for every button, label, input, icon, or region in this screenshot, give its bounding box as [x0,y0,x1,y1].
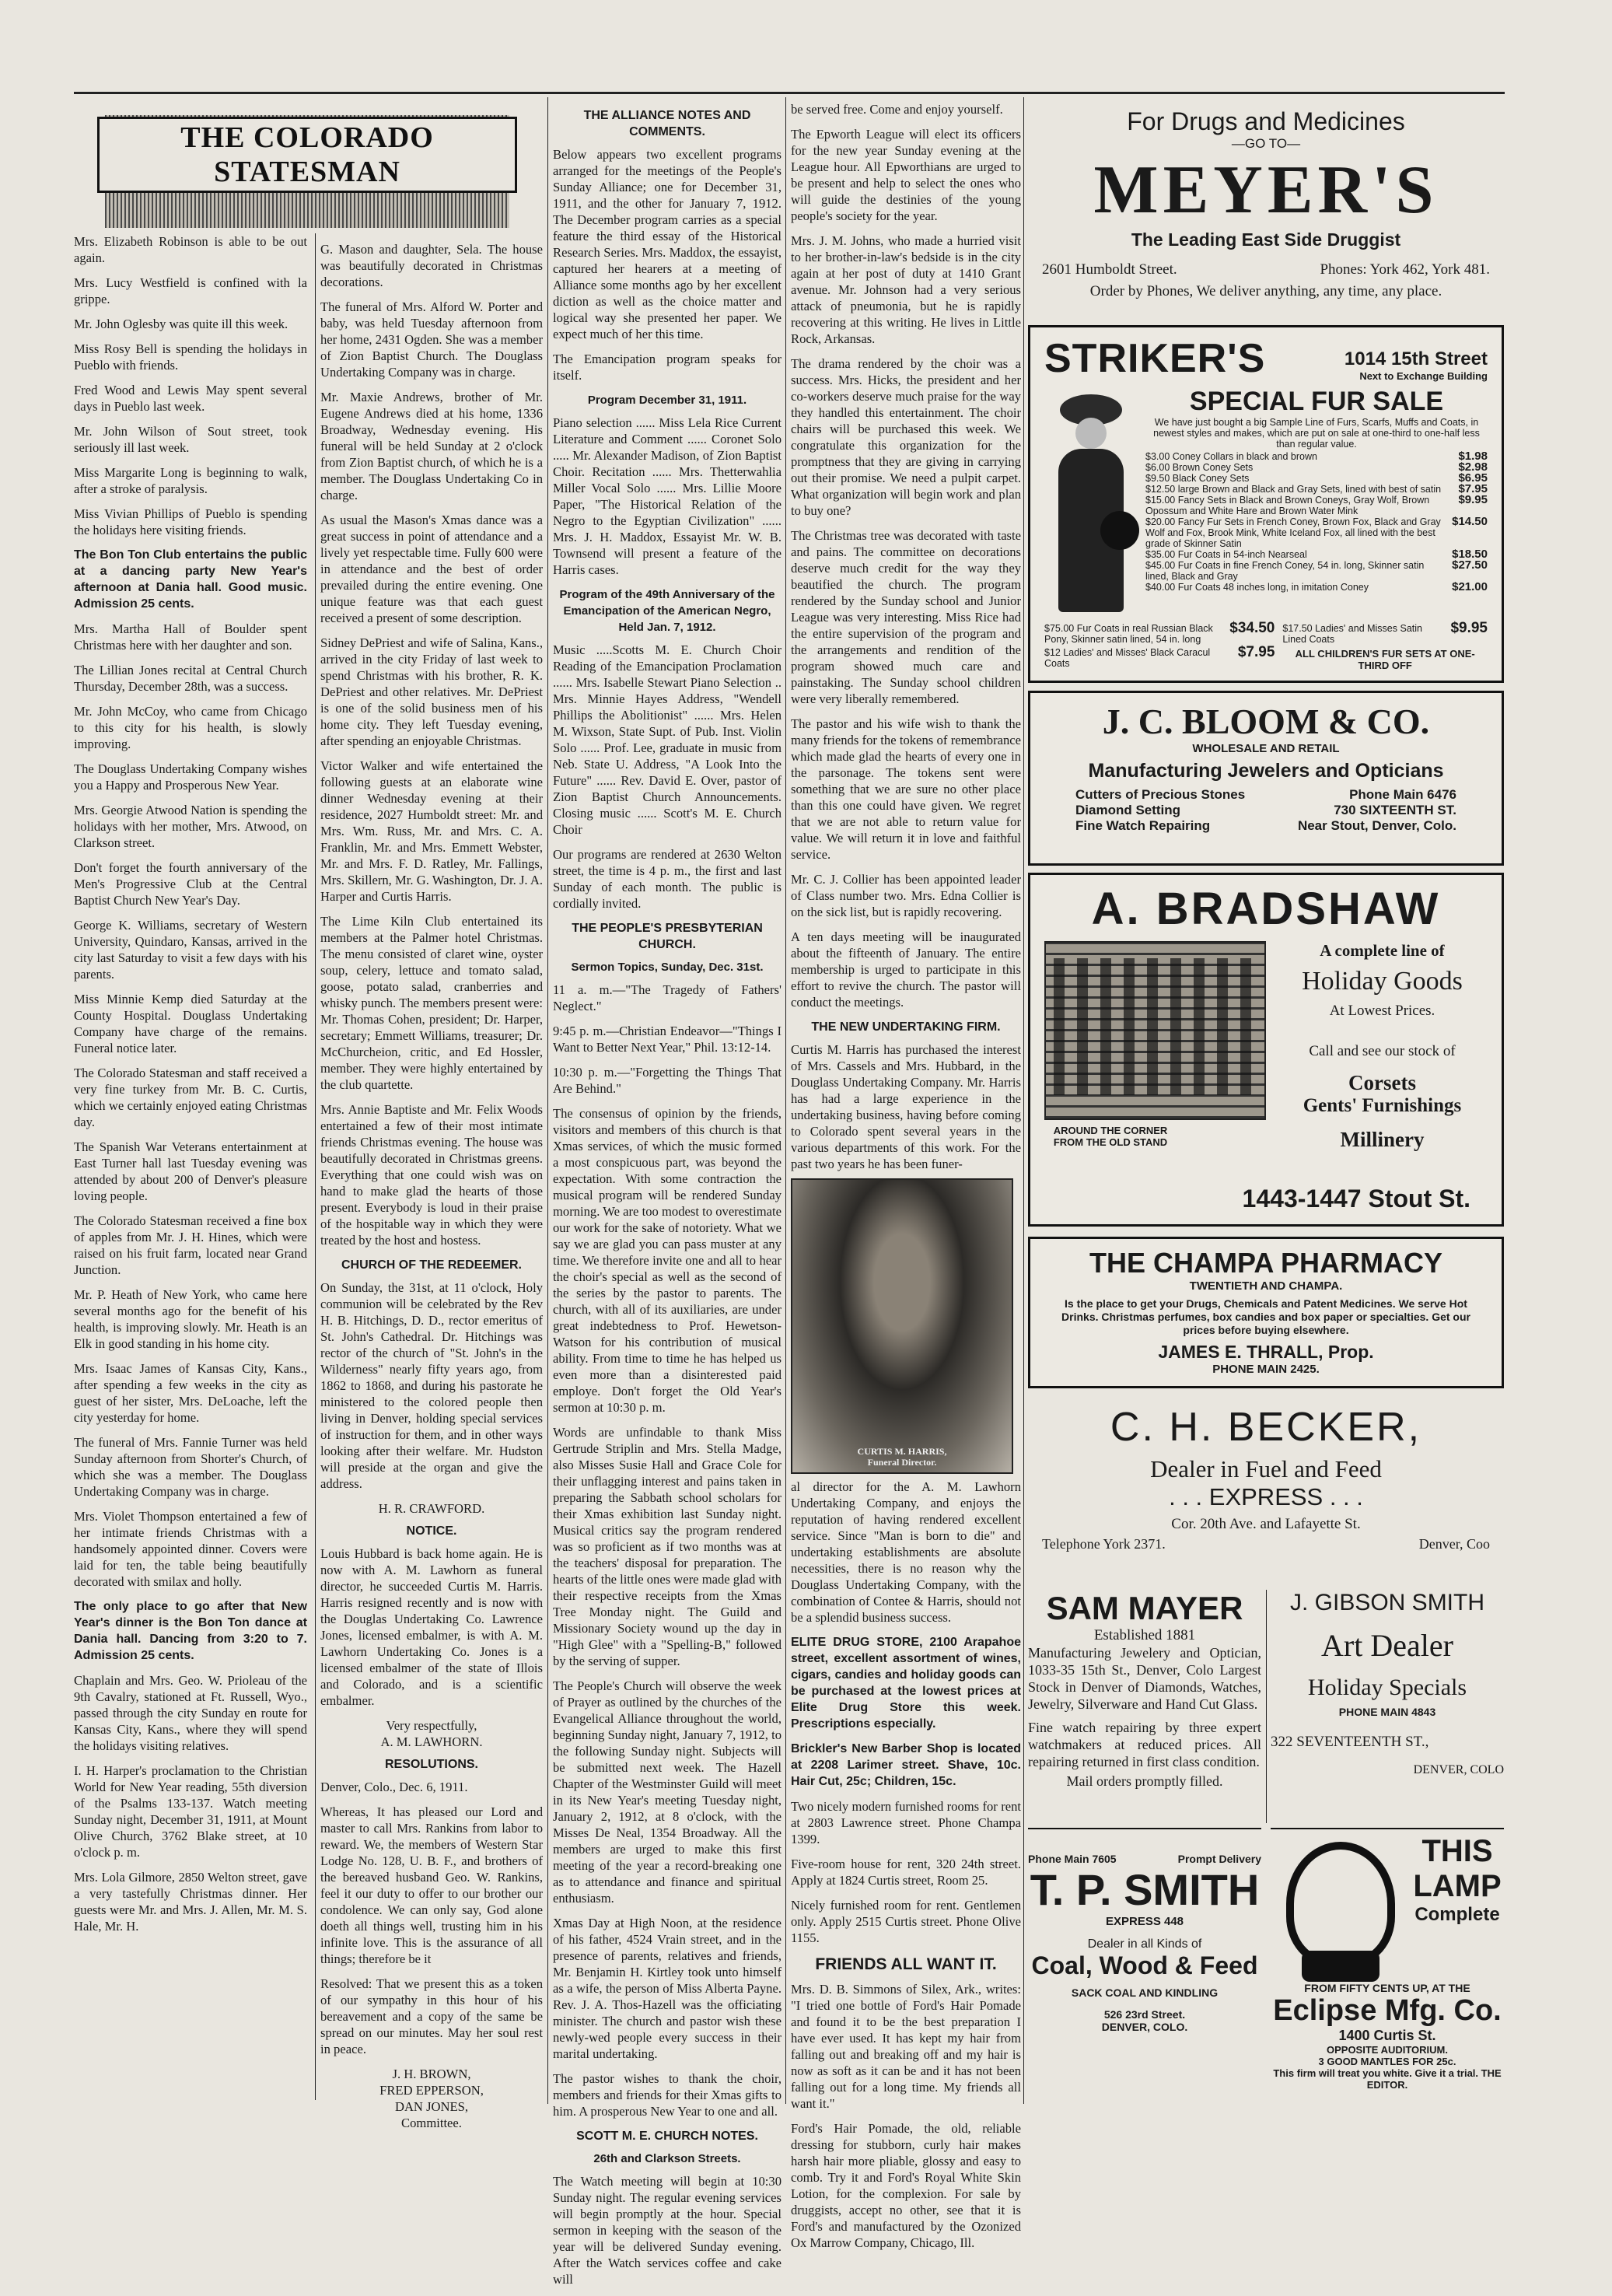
meyers-goto: —GO TO— [1231,136,1301,151]
bloom-left-3: Fine Watch Repairing [1075,818,1211,833]
bloom-right-3: Near Stout, Denver, Colo. [1297,818,1456,833]
fur-row-text: $3.00 Coney Collars in black and brown [1145,451,1317,462]
redeemer-text: On Sunday, the 31st, at 11 o'clock, Holy communion will be celebrated by the Rev H. B. Hitchings, D. D., rector emeritus of St. John's Cathedral. Dr. Hitchings was rector of the church of "St. John's in the Wilderness" nearly fifty years ago, from 1862 to 1868, and during his pastorate he ministered to the colored people then living in Denver, holding special services of instruction for them, and in other ways looking after their welfare. Mr. Hudston will preside at the organ and give the address. [320,1280,543,1491]
news-item: Mrs. Martha Hall of Boulder spent Christmas here with her daughter and son. [74,621,307,653]
scott-subheading: 26th and Clarkson Streets. [593,2152,741,2165]
top-rule [74,92,1505,94]
sam-mayer-ad [1028,1590,1261,1823]
redeemer-heading: CHURCH OF THE REDEEMER. [341,1258,522,1272]
column-rule [785,97,786,2104]
bloom-name: J. C. BLOOM & CO. [1102,702,1430,741]
bradshaw-call: Call and see our stock of [1309,1043,1456,1059]
fur-row-text: $15.00 Fancy Sets in Black and Brown Coneys, Gray Wolf, Brown Opossum and White Hare and Brown Water Mink [1145,495,1430,516]
fur-row-text: $9.50 Black Coney Sets [1145,473,1250,484]
column-4 [791,101,1021,2259]
becker-express: . . . EXPRESS . . . [1169,1483,1363,1510]
committee-signature: J. H. BROWN, [392,2067,471,2081]
tpsmith-city: DENVER, COLO. [1101,2021,1188,2033]
becker-address: Cor. 20th Ave. and Lafayette St. [1171,1516,1361,1532]
news-item: George K. Williams, secretary of Western University, Quindaro, Kansas, arrived in the city last Saturday to visit a few days with his parents. [74,918,307,982]
news-item: The Spanish War Veterans entertainment at East Turner hall last Tuesday evening was attended by about 200 of Denver's pleasure loving people. [74,1139,307,1203]
strikers-ad [1028,325,1504,683]
news-item: A ten days meeting will be inaugurated about the fifteenth of January. The entire membership is urged to participate in this effort to revive the church. The pastor will conduct the meetings. [791,929,1021,1010]
gibson-smith-ad [1271,1590,1504,1823]
news-item: The only place to go after that New Year's dinner is the Bon Ton dance at Dania hall. Dancing from 3:20 to 7. Admission 25 cents. [74,1600,307,1662]
strikers-children: ALL CHILDREN'S FUR SETS AT ONE-THIRD OFF [1295,648,1475,671]
undertaking-text-continued: al director for the A. M. Lawhorn Undertaking Company, and enjoys the reputation of having rendered excellent service. Since "Man is born to die" and undertaking establishments are absolute necessities, there is no reason why the Douglass Undertaking Company, with the combination of Contee & Harris, should not be a splendid business success. [791,1479,1021,1625]
becker-ad [1028,1396,1504,1581]
news-item: Mr. Maxie Andrews, brother of Mr. Eugene Andrews died at his home, 1336 Broadway, Wednesday evening. His funeral will be held Sunday at 2 o'clock from Zion Baptist church, of which he is a member. The Douglass Undertaking Co in charge. [320,390,543,502]
tpsmith-name: T. P. SMITH [1030,1865,1260,1914]
testimonial-paragraph: Mrs. D. B. Simmons of Silex, Ark., writes: "I tried one bottle of Ford's Hair Pomade and found it to be the best preparation I have ever used. It has kept my hair from falling out and breaking off and my hair is now as soft as it can be and it has not been falling out for a long time. My friends all want it." [791,1982,1021,2111]
tp-smith-ad [1028,1828,1261,2092]
news-item: be served free. Come and enjoy yourself. [791,102,1003,117]
program1-text: Piano selection ...... Miss Lela Rice Current Literature and Comment ...... Coronet Solo ..... Mr. Alexander Madison, of Zion Baptist Choir. Recitation ...... Mrs. Thetterwahlia Miller Vocal Solo ...... Mrs. Lillie Moore Paper, "The Historical Relation of the Negro to the Egyptian Civilization" ...... Mrs. J. H. Maddox, Essayist Mr. W. B. Townsend will present a feature of the Harris cases. [553,415,782,577]
champa-phone: PHONE MAIN 2425. [1212,1363,1320,1376]
news-item: Fred Wood and Lewis May spent several days in Pueblo last week. [74,383,307,414]
column-3 [553,101,782,2296]
strikers-next: Next to Exchange Building [1359,370,1488,382]
photo-caption-title: Funeral Director. [867,1457,937,1468]
bloom-sub: WHOLESALE AND RETAIL [1192,742,1340,755]
champa-text: Is the place to get your Drugs, Chemicals and Patent Medicines. We serve Hot Drinks. Christmas perfumes, box candies and box paper or specialties. Get our prices before buying elsewhere. [1061,1297,1470,1336]
news-item: Victor Walker and wife entertained the following guests at an elaborate wine dinner Wednesday evening at their residence, 2027 Humboldt street: Mr. and Mrs. Wm. Russ, Mr. and Mrs. C. A. Franklin, Mr. and Mrs. Emmett Webster, Mr. and Mrs. F. D. Ratley, Mr. Fallings, Mrs. Skillern, Mr. G. Washington, Dr. J. A. Harper and Curtis Harris. [320,758,543,904]
tpsmith-phone: Phone Main 7605 [1028,1853,1117,1865]
tpsmith-prompt: Prompt Delivery [1177,1853,1261,1865]
scott-text: The Watch meeting will begin at 10:30 Sunday night. The regular evening services will begin promptly at the hour. Special sermon in keeping with the season of the year will be delivered Sunday evening. After the Watch services coffee and cake will [553,2174,782,2287]
undertaking-heading: THE NEW UNDERTAKING FIRM. [811,1020,1001,1034]
masthead [74,100,540,228]
strikers-sale: SPECIAL FUR SALE [1189,387,1444,416]
champa-sub: TWENTIETH AND CHAMPA. [1189,1279,1343,1293]
store-building-illustration [1044,941,1266,1120]
fur-row-price: $2.98 [1458,460,1488,474]
news-item: Mr. John Oglesby was quite ill this week. [74,317,288,331]
news-item: The funeral of Mrs. Fannie Turner was held Sunday afternoon from Shorter's Church, of which she was a member. The Douglass Undertaking Company was in charge. [74,1435,307,1499]
fur-row-price: $27.50 [1452,558,1488,572]
tpsmith-dealer: Dealer in all Kinds of [1087,1937,1202,1951]
tpsmith-express: EXPRESS 448 [1105,1915,1184,1928]
bradshaw-around: AROUND THE CORNER FROM THE OLD STAND [1053,1125,1168,1148]
fur-row-text: $40.00 Fur Coats 48 inches long, in imitation Coney [1145,582,1369,593]
news-item: G. Mason and daughter, Sela. The house was beautifully decorated in Christmas decorations. [320,242,543,289]
news-item: Mrs. Georgie Atwood Nation is spending the holidays with her mother, Mrs. Atwood, on Clarkson street. [74,803,307,850]
presbyterian-heading: THE PEOPLE'S PRESBYTERIAN CHURCH. [572,922,763,951]
fur-row-price: $7.95 [1458,482,1488,495]
news-item: Mr. John Wilson of Sout street, took seriously ill last week. [74,424,307,455]
bradshaw-holiday: Holiday Goods [1302,967,1463,996]
champa-prop: JAMES E. THRALL, Prop. [1158,1342,1374,1362]
eclipse-mantles: 3 GOOD MANTLES FOR 25c. [1318,2056,1456,2067]
notice-signature-name: A. M. LAWHORN. [380,1734,483,1749]
fur-row-text: $20.00 Fancy Fur Sets in French Coney, Brown Fox, Black and Gray Wolf and Fox, Brook Mink, White Iceland Fox, all lined with the best grade of Skinner Satin [1145,516,1441,549]
presbyterian-paragraph: The People's Church will observe the week of Prayer as outlined by the churches of the Evangelical Alliance throughout the world, beginning Sunday night, January 7, 1912, to the following Sunday night. Subjects will be submitted next week. The Hazell Chapter of the Westminster Guild will meet in its New Year's meeting Tuesday night, January 2, 1912, at 8 o'clock, with the Misses De Neal, 1354 Broadway. All the members are urged to make this first meeting of the year a record-breaking one as to attendance and finance and spiritual enthusiasm. [553,1678,782,1906]
committee-signature: DAN JONES, [394,2099,469,2114]
bloom-left-2: Diamond Setting [1075,803,1181,817]
fur-row-text: $12.50 large Brown and Black and Gray Sets, lined with best of satin [1145,484,1442,495]
news-item: The Douglass Undertaking Company wishes you a Happy and Prosperous New Year. [74,761,307,793]
eclipse-this: THIS [1421,1834,1493,1868]
mayer-text3: Mail orders promptly filled. [1066,1773,1223,1789]
eclipse-address: 1400 Curtis St. [1338,2028,1436,2043]
column-rule [315,233,316,2100]
news-item: Miss Margarite Long is beginning to walk, after a stroke of paralysis. [74,465,307,496]
fur-row-price: $7.95 [1237,644,1275,660]
gibson-phone: PHONE MAIN 4843 [1338,1706,1436,1718]
news-item: Mrs. Lola Gilmore, 2850 Welton street, gave a very tastefully Christmas dinner. Her guests were Mr. and Mrs. J. Allen, Mr. M. S. Hale, Mr. H. [74,1870,307,1934]
eclipse-lamp: LAMP [1413,1869,1502,1903]
ad-divider [1266,1590,1267,1823]
classified-ad: Five-room house for rent, 320 24th street. Apply at 1824 Curtis street, Room 25. [791,1857,1021,1888]
presbyterian-paragraph: Xmas Day at High Noon, at the residence of his father, 4524 Vrain street, and in the presence of parents, relatives and friends, Mr. Benjamin H. Kirtley took unto himself as a wife, the person of Miss Alberta Payne. Rev. J. A. Thos-Hazell was the officiating minister. The church and pastor wish these newly-wed people every success in their marital undertaking. [553,1916,782,2061]
fur-row-text: $35.00 Fur Coats in 54-inch Nearseal [1145,549,1307,560]
strikers-name: STRIKER'S [1044,336,1266,381]
news-item: As usual the Mason's Xmas dance was a great success in point of attendance and a lively yet respectable time. Fully 600 were in attendance and the best of order prevailed during the entire evening. One unique feature was that each guest received a present of some description. [320,513,543,625]
gibson-name: J. GIBSON SMITH [1289,1590,1485,1615]
program1-heading: Program December 31, 1911. [587,394,747,407]
resolution-paragraph: Denver, Colo., Dec. 6, 1911. [320,1780,468,1794]
bloom-ad [1028,691,1504,866]
notice-text: Louis Hubbard is back home again. He is now with A. M. Lawhorn as funeral director, he succeeded Curtis M. Harris. Harris resigned recently and is now with the Douglas Undertaking Co. Lawrence Jones, licensed embalmer, is with A. M. Lawhorn Undertaking Co. Jones is a licensed embalmer of the state of Illois and Colorado, and is a scientific embalmer. [320,1546,543,1708]
news-item: Mrs. Lucy Westfield is confined with la grippe. [74,275,307,306]
becker-telephone: Telephone York 2371. [1042,1536,1166,1552]
bradshaw-complete: A complete line of [1320,941,1445,960]
lamp-illustration [1271,1834,1411,1982]
column-rule [547,97,548,2104]
program2-heading: Program of the 49th Anniversary of the Emancipation of the American Negro, Held Jan. 7, 1912. [559,588,775,634]
meyers-phones: Phones: York 462, York 481. [1320,261,1490,278]
resolution-paragraph: Whereas, It has pleased our Lord and master to call Mrs. Rankins from labor to reward. We, the members of Western Star Lodge No. 128, U. B. F., and brothers of the bereaved husband Geo. W. Rankins, feel it our duty to offer to our brother our condolence. We can only say, God alone doeth all things well, trusting him in his infinite love. This is the assurance of all things; therefore be it [320,1804,543,1966]
alliance-paragraph: Below appears two excellent programs arranged for the meetings of the People's Sunday Alliance; one for December 31, 1911, and the other for January 7, 1912. The December program carries as a special feature the third essay of the Historical Research Series. Mrs. Maddox, the essayist, captured her hearers at a meeting of Alliance some months ago by her excellent diction as well as the choice matter and logical way she presented her paper. We expect much of her this time. [553,147,782,341]
alliance-close: Our programs are rendered at 2630 Welton street, the time is 4 p. m., the first and last Sunday of each month. The public is cordially invited. [553,847,782,911]
bradshaw-address: 1443-1447 Stout St. [1242,1185,1470,1213]
fur-row-text: $6.00 Brown Coney Sets [1145,462,1254,473]
fur-row-price: $14.50 [1452,515,1488,528]
mayer-text2: Fine watch repairing by three expert watchmakers at reduced prices. All repairing returned in first class condition. [1028,1720,1261,1769]
meyers-ad [1028,100,1504,317]
fur-row-price: $21.00 [1452,580,1488,593]
meyers-top: For Drugs and Medicines [1127,107,1405,135]
masthead-title: THE COLORADO STATESMAN [97,117,517,193]
news-item: The Bon Ton Club entertains the public at a dancing party New Year's afternoon at Dania hall. Good music. Admission 25 cents. [74,548,307,611]
news-item: Mr. P. Heath of New York, who came here several months ago for the benefit of his health, is improving slowly. Mr. Heath is an Elk in good standing in his home city. [74,1287,307,1351]
bradshaw-millinery: Millinery [1340,1128,1425,1151]
gibson-art: Art Dealer [1321,1628,1453,1663]
champa-name: THE CHAMPA PHARMACY [1089,1247,1442,1279]
strikers-intro: We have just bought a big Sample Line of Furs, Scarfs, Muffs and Coats, in newest styles and makes, which are put on sale at one-third to one-half less than regular value. [1153,417,1480,450]
notice-signature: Very respectfully, [386,1718,477,1733]
meyers-order: Order by Phones, We deliver anything, any time, any place. [1089,283,1442,299]
news-item: Miss Rosy Bell is spending the holidays in Pueblo with friends. [74,341,307,373]
news-item: The drama rendered by the choir was a success. Mrs. Hicks, the president and her co-workers deserve much praise for the way they handled this entertainment. The choir chairs will be purchased this week. We congratulate this organization for the promptness that they are giving in carrying out their promise. We need a pulpit carpet. What organization will begin work and plan to buy one? [791,356,1021,518]
gibson-holiday: Holiday Specials [1307,1675,1467,1700]
bradshaw-gents: Gents' Furnishings [1303,1095,1462,1116]
news-item: Sidney DePriest and wife of Salina, Kans., arrived in the city Friday of last week to spend Christmas with his brother, R. K. DePriest and other relatives. Mr. DePriest is one of the solid business men of his home city. They left Tuesday evening, after spending an enjoyable Christmas. [320,635,543,748]
bloom-line: Manufacturing Jewelers and Opticians [1088,760,1444,782]
mayer-est: Established 1881 [1093,1627,1196,1643]
gibson-address: 322 SEVENTEENTH ST., [1271,1734,1429,1750]
mayer-name: SAM MAYER [1046,1590,1243,1626]
brickler-barber-notice: Brickler's New Barber Shop is located at 2208 Larimer street. Shave, 10c. Hair Cut, 25c; Children, 15c. [791,1742,1021,1788]
news-item: The Epworth League will elect its officers for the new year Sunday evening at the League hour. All Epworthians are urged to be present and help to select the ones who will guide the destinies of the young people's society for the year. [791,127,1021,223]
news-item: The Lime Kiln Club entertained its members at the Palmer hotel Christmas. The menu consisted of claret wine, oyster soup, celery, lettuce and tomato salad, goose, potato salad, cranberries and whisky punch. The members present were: Mr. Thomas Cohen, president; Dr. Harper, secretary; Emmett Williams, treasurer; Dr. McChurcheion, critic, and Ed Hossler, member. They were highly entertained by the club quartette. [320,914,543,1092]
fur-row-price: $18.50 [1452,548,1488,561]
redeemer-signature: H. R. CRAWFORD. [378,1501,485,1516]
news-item: Mrs. Isaac James of Kansas City, Kans., after spending a few weeks in the city as guest of her sister, Mrs. DeLoache, left the city yesterday for home. [74,1361,307,1425]
column-rule [1023,97,1024,2104]
news-item: Mrs. J. M. Johns, who made a hurried visit to her brother-in-law's bedside is in the city again at her post of duty at 1410 Grant avenue. Mr. Johnson had a very serious attack of pneumonia, but he is rapidly recovering at this writing. He lives in Little Rock, Arkansas. [791,233,1021,346]
column-1 [74,233,307,1943]
news-item: The Lillian Jones recital at Central Church Thursday, December 28th, was a success. [74,663,307,694]
classified-ad: Nicely furnished room for rent. Gentlemen only. Apply 2515 Curtis street. Phone Olive 1155. [791,1898,1021,1945]
committee-signature: FRED EPPERSON, [379,2083,484,2098]
news-item: The funeral of Mrs. Alford W. Porter and baby, was held Tuesday afternoon from her home, 2431 Ogden. She was a member of Zion Baptist Church. The Douglass Undertaking Company was in charge. [320,299,543,380]
eclipse-ad [1271,1828,1504,2092]
news-item: The Colorado Statesman received a fine box of apples from Mr. J. H. Hines, which were raised on his fruit farm, located near Grand Junction. [74,1213,307,1277]
resolutions-heading: RESOLUTIONS. [384,1758,478,1771]
news-item: Miss Minnie Kemp died Saturday at the County Hospital. Douglass Undertaking Company have charge of the remains. Funeral notice later. [74,992,307,1055]
fur-row-price: $1.98 [1458,450,1488,463]
news-item: The Christmas tree was decorated with taste and pains. The committee on decorations deserve much credit for the way they beautified the church. The program rendered by the Sunday school and Junior League was very interesting. Miss Rice had the entire supervision of the program and the arrangements and rendition of the program showed much care and painstaking. The Sunday school children were very liberally remembered. [791,528,1021,706]
meyers-address: 2601 Humboldt Street. [1042,261,1177,278]
tpsmith-sack: SACK COAL AND KINDLING [1071,1986,1219,1999]
bradshaw-corsets: Corsets [1348,1071,1416,1094]
presbyterian-paragraph: 9:45 p. m.—Christian Endeavor—"Things I Want to Better Next Year," Phil. 13:12-14. [553,1024,782,1055]
alliance-paragraph: The Emancipation program speaks for itself. [553,352,782,383]
becker-line: Dealer in Fuel and Feed [1150,1455,1382,1482]
fur-row-price: $9.95 [1458,493,1488,506]
strikers-address: 1014 15th Street [1344,348,1488,369]
news-item: Chaplain and Mrs. Geo. W. Prioleau of the 9th Cavalry, stationed at Ft. Russell, Wyo., passed through the city Sunday en route for Kansas City, Kans., where they will spend the holidays visiting relatives. [74,1673,307,1753]
presbyterian-subheading: Sermon Topics, Sunday, Dec. 31st. [571,961,764,974]
resolution-paragraph: Resolved: That we present this as a token of our sympathy in this hour of his bereavement and a copy of the same be spread on our minutes. May her soul rest in peace. [320,1976,543,2056]
presbyterian-paragraph: 11 a. m.—"The Tragedy of Fathers' Neglect." [553,982,782,1013]
bloom-left-1: Cutters of Precious Stones [1075,787,1246,802]
bradshaw-lowest: At Lowest Prices. [1329,1003,1435,1019]
fur-lady-illustration [1044,387,1138,620]
bloom-right-2: 730 SIXTEENTH ST. [1334,803,1456,817]
committee-signature: Committee. [401,2116,462,2130]
elite-drug-notice: ELITE DRUG STORE, 2100 Arapahoe street, excellent assortment of wines, cigars, candies and holiday goods can be purchased at the lowest prices at Elite Drug Store this week. Prescriptions especially. [791,1636,1021,1731]
news-item: Mr. John McCoy, who came from Chicago to this city for his health, is slowly improving. [74,704,307,751]
notice-heading: NOTICE. [406,1524,457,1538]
program2-text: Music .....Scotts M. E. Church Choir Reading of the Emancipation Proclamation ...... Mrs. Isabelle Stewart Piano Selection .. Mrs. Minnie Hayes Address, "Wendell Phillips the Abolitionist" ...... Mrs. Helen M. Wixson, State Supt. of Pub. Inst. Violin Solo ...... Prof. Lee, graduate in music from Neb. State U. Address, "A Look Into the Future" ...... Rev. David E. Over, pastor of Zion Baptist Church Announcements. Closing music ...... Scott's M. E. Church Choir [553,642,782,837]
meyers-name: MEYER'S [1093,152,1439,228]
meyers-tag: The Leading East Side Druggist [1131,229,1401,250]
news-item: I. H. Harper's proclamation to the Christian World for New Year reading, 55th diversion of the Psalms 133-137. Watch meeting Sunday night, December 31, 1911, at Mount Olive Church, 3762 Blake street, at 10 o'clock p. m. [74,1763,307,1860]
testimonial-paragraph: Ford's Hair Pomade, the old, reliable dressing for stubborn, curly hair makes harsh hair more pliable, glossy and easy to comb. Try it and Ford's Royal White Skin Lotion, for the complexion. For sale by druggists, accept no other, see that it is Ford's and manufactured by the Ozonized Ox Marrow Company, Chicago, Ill. [791,2121,1021,2250]
eclipse-complete: Complete [1414,1904,1500,1925]
news-item: Mrs. Elizabeth Robinson is able to be out again. [74,234,307,265]
fur-row-text: $12 Ladies' and Misses' Black Caracul Coats [1044,647,1211,669]
tpsmith-address: 526 23rd Street. [1103,2008,1186,2021]
fur-row-text: $45.00 Fur Coats in fine French Coney, 54 in. long, Skinner satin lined, Black and Gray [1145,560,1425,582]
eclipse-name: Eclipse Mfg. Co. [1273,1994,1502,2027]
fur-row-text: $17.50 Ladies' and Misses Satin Lined Coats [1282,623,1422,645]
presbyterian-paragraph: 10:30 p. m.—"Forgetting the Things That Are Behind." [553,1065,782,1096]
photo-caption-name: CURTIS M. HARRIS, [857,1446,947,1457]
presbyterian-paragraph: Words are unfindable to thank Miss Gertrude Striplin and Mrs. Stella Madge, also Misses Susie Hall and Grace Cole for their unflagging interest and pains taken in preparing the Sabbath school scholars for their Xmas exhibition last Sunday night. Musical critics say the program rendered was so proficient as if two months was at the teachers' disposal for preparation. The hearts of the little ones were made glad with their respective receipts from the Xmas Tree Monday night. The Guild and Missionary Society wound up the day in "High Glee" with a "Spelling-B," followed by the serving of supper. [553,1425,782,1668]
fur-row-price: $34.50 [1229,620,1275,636]
classified-ad: Two nicely modern furnished rooms for rent at 2803 Lawrence street. Phone Champa 1399. [791,1799,1021,1846]
presbyterian-paragraph: The consensus of opinion by the friends, visitors and members of this church is that Xmas services, of which the music formed a most conspicuous part, was beyond the expectation. With some contraction the musical program will be rendered Sunday morning. We are too modest to overestimate our work for the sake of notoriety. What we say we are glad you can pass muster at any time. We therefore invite one and all to hear the choir's special as well as the second of the series by the pastor to parents. The church, with all of its auxiliaries, are under great indebtedness to Prof. Hewetson-Watson for his contribution of musical ability. From time to time he has helped us even more than a disinterested paid employe. Don't forget the Old Year's sermon at 10:30 p. m. [553,1106,782,1415]
friends-heading: FRIENDS ALL WANT IT. [815,1955,997,1973]
fur-row-text: $75.00 Fur Coats in real Russian Black Pony, Skinner satin lined, 54 in. long [1044,623,1213,645]
news-item: Mrs. Violet Thompson entertained a few of her intimate friends Christmas with a handsomely appointed dinner. Covers were laid for ten, the table being beautifully decorated with smilax and holly. [74,1509,307,1589]
bradshaw-name: A. BRADSHAW [1091,884,1441,934]
tpsmith-coal: Coal, Wood & Feed [1031,1951,1258,1979]
undertaking-text: Curtis M. Harris has purchased the interest of Mrs. Cassels and Mrs. Hubbard, in the Douglass Undertaking Company. Mr. Harris has had a large experience in the undertaking business, having before coming to Colorado spent several years in the various departments of this work. For the past two years he has been funer- [791,1042,1021,1171]
fur-row-price: $9.95 [1450,620,1488,636]
alliance-heading: THE ALLIANCE NOTES AND COMMENTS. [583,109,751,138]
news-item: Miss Vivian Phillips of Pueblo is spending the holidays here visiting friends. [74,506,307,537]
news-item: The Colorado Statesman and staff received a very fine turkey from Mr. B. C. Curtis, which we certainly enjoyed eating Christmas day. [74,1066,307,1129]
gibson-city: DENVER, COLO [1413,1763,1504,1776]
news-item: Don't forget the fourth anniversary of the Men's Progressive Club at the Central Baptist Church New Year's Day. [74,860,307,908]
fur-row-price: $6.95 [1458,471,1488,485]
news-item: Mrs. Annie Baptiste and Mr. Felix Woods entertained a few of their most intimate friends Christmas evening. The house was beautifully decorated in Christmas greens. Everything that one could wish was on hand to make glad the hearts of those present. Everybody is loud in their praise of the hospitable way in which they were treated by the host and hostess. [320,1102,543,1248]
column-2 [320,241,543,2131]
becker-name: C. H. BECKER, [1110,1405,1422,1450]
news-item: Mr. C. J. Collier has been appointed leader of Class number two. Mrs. Edna Collier is on the sick list, but is rapidly recovering. [791,872,1021,919]
becker-city: Denver, Coo [1418,1536,1490,1552]
mayer-text1: Manufacturing Jewelery and Optician, 1033-35 15th St., Denver, Colo Largest Stock in Denver of Diamonds, Watches, Jewelry, Silverware and Hand Cut Glass. [1028,1645,1261,1712]
eclipse-firm: This firm will treat you white. Give it a trial. THE EDITOR. [1273,2067,1502,2091]
champa-ad [1028,1237,1504,1388]
eclipse-from: FROM FIFTY CENTS UP, AT THE [1304,1982,1470,1994]
news-item: The pastor and his wife wish to thank the many friends for the tokens of remembrance which made glad the hearts of every one in the parsonage. The tokens sent were something that we are sure no other place than this one could have given. We regret that we are not able to return value for value. We will return it in love and faithful service. [791,716,1021,862]
eclipse-opposite: OPPOSITE AUDITORIUM. [1326,2044,1448,2056]
bloom-right-1: Phone Main 6476 [1349,787,1456,802]
presbyterian-paragraph: The pastor wishes to thank the choir, members and friends for their Xmas gifts to him. A prosperous New Year to one and all. [553,2071,782,2119]
portrait-photo [791,1178,1013,1474]
scott-heading: SCOTT M. E. CHURCH NOTES. [576,2130,758,2143]
bradshaw-ad [1028,873,1504,1227]
